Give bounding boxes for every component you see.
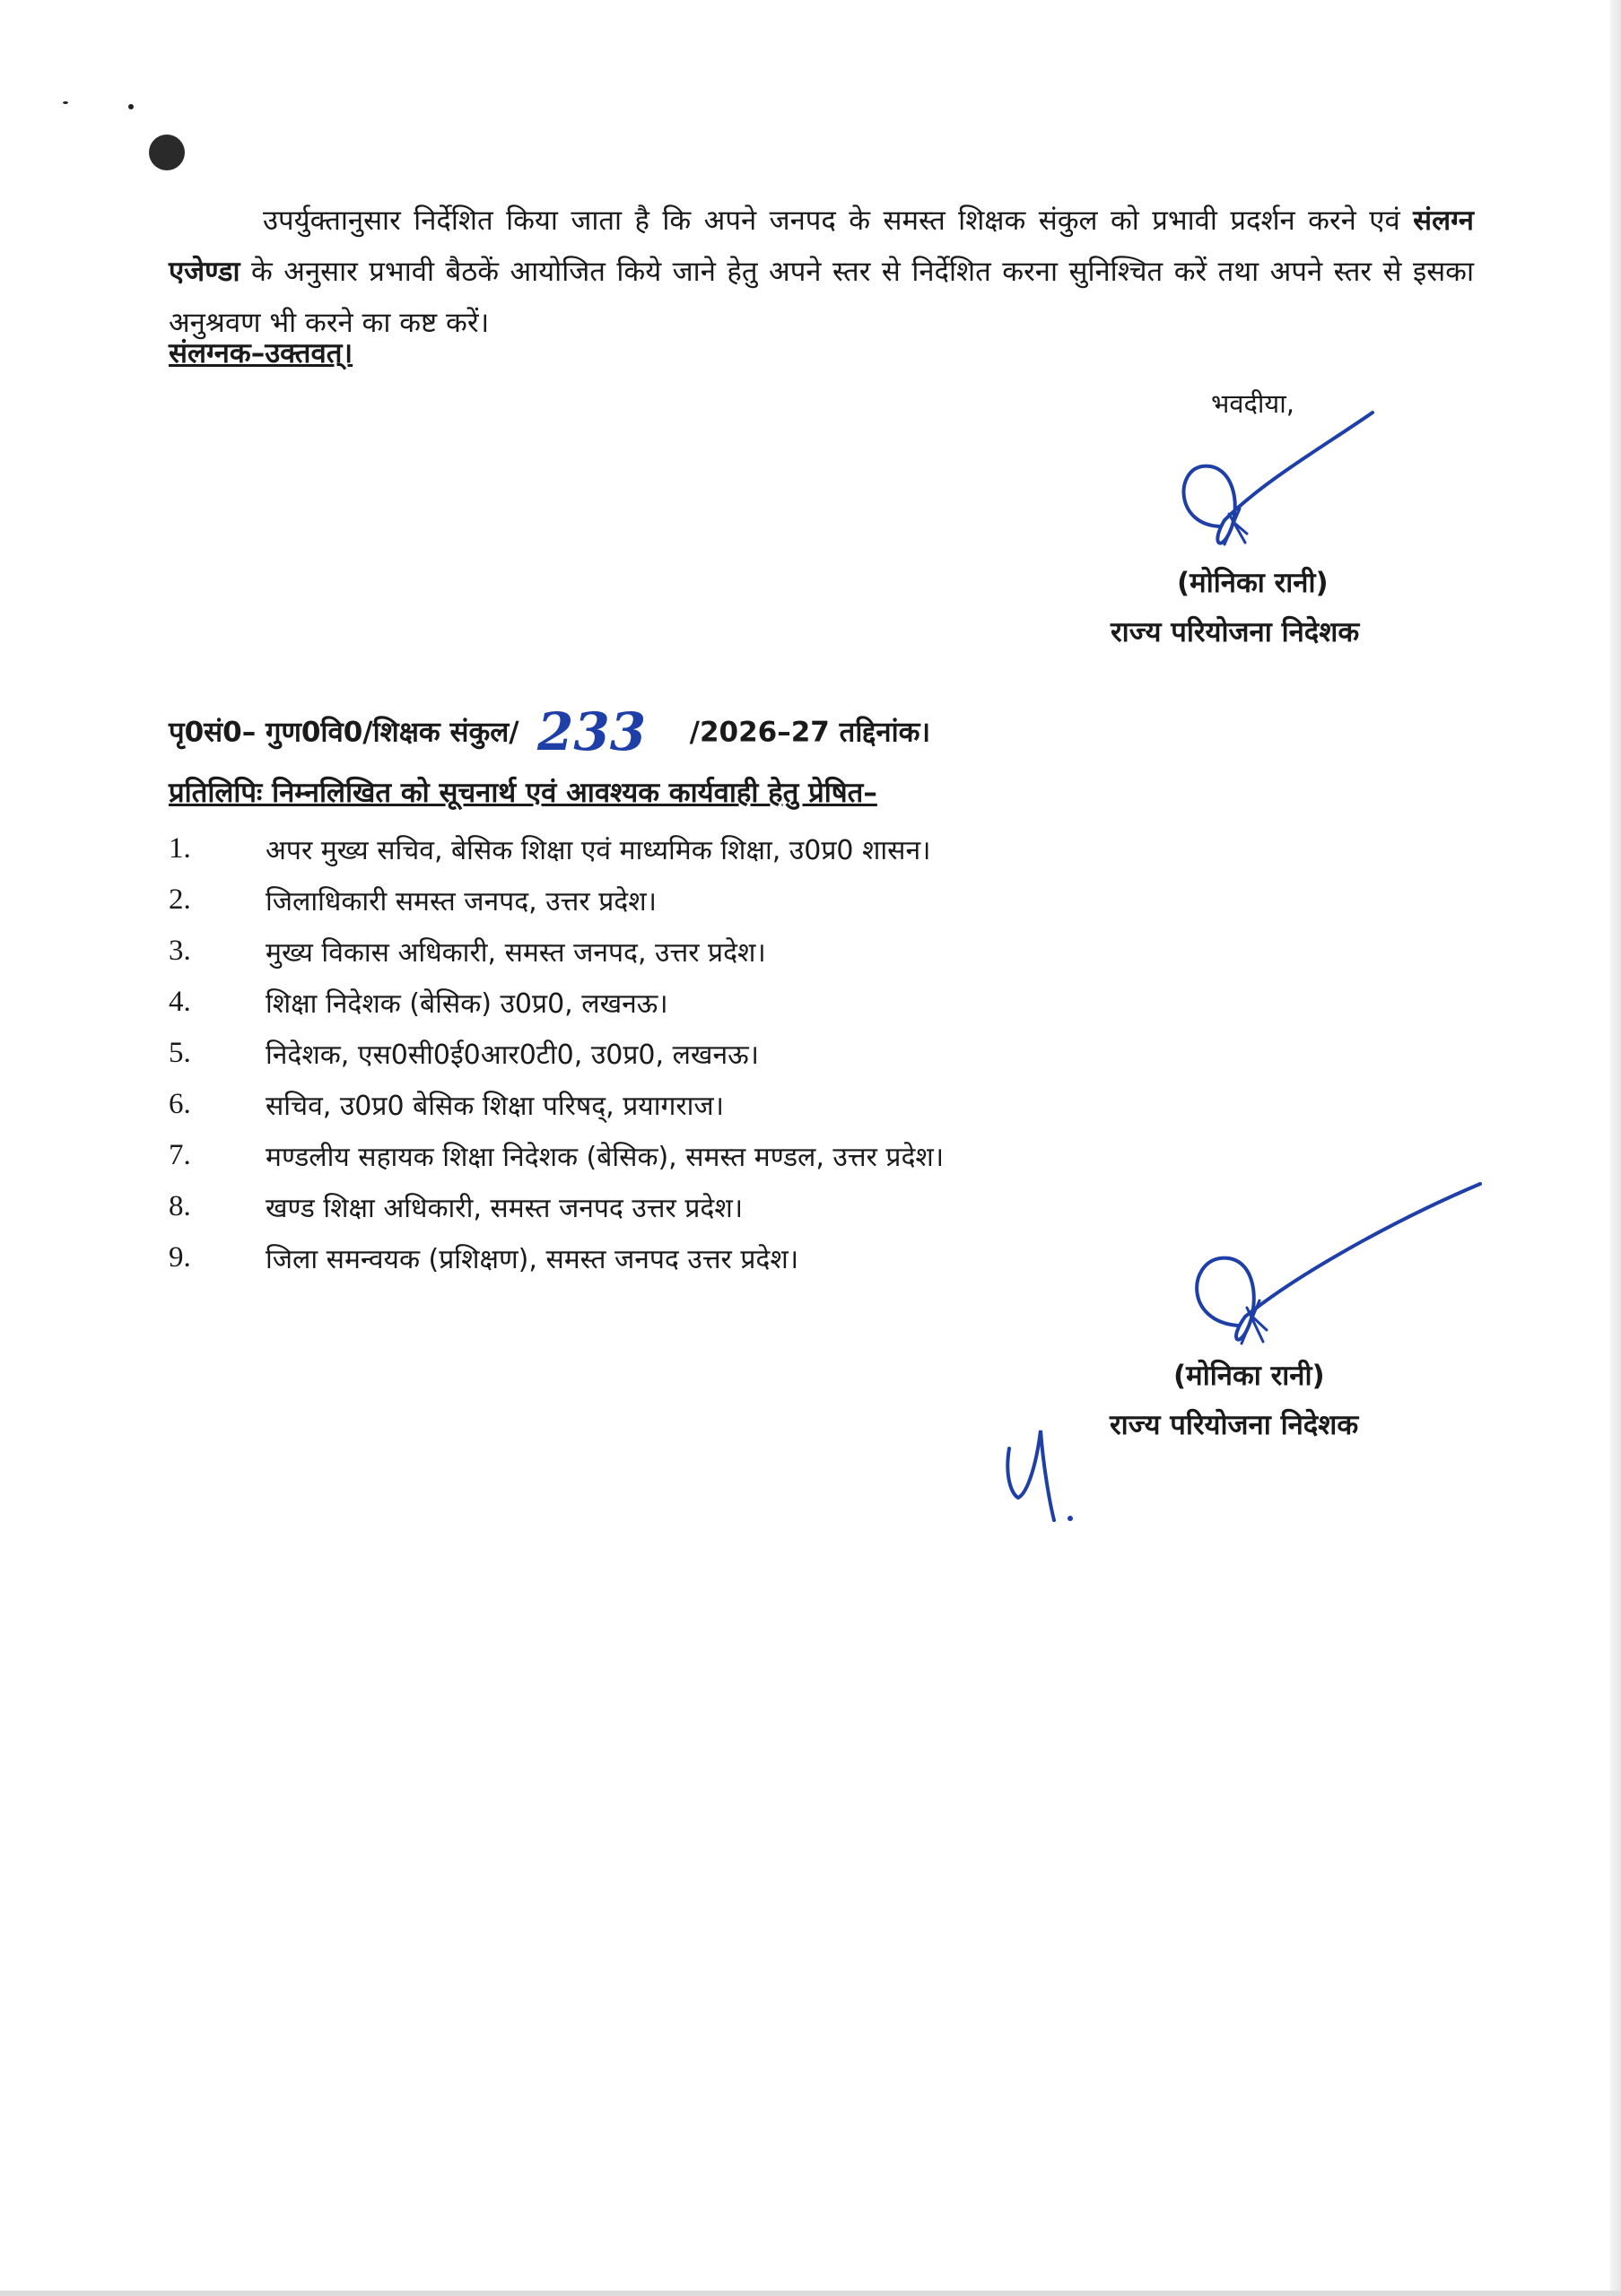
- body-paragraph: [169, 196, 1474, 349]
- list-text: मुख्य विकास अधिकारी, समस्त जनपद, उत्तर प्रदेश।: [266, 937, 766, 969]
- copy-to-heading: प्रतिलिपिः निम्नलिखित को सूचनार्थ एवं आवश्यक कार्यवाही हेतु प्रेषित–: [169, 777, 877, 809]
- list-text: अपर मुख्य सचिव, बेसिक शिक्षा एवं माध्यमिक शिक्षा, उ0प्र0 शासन।: [266, 835, 931, 866]
- handwritten-signature-1: [1157, 408, 1390, 565]
- para-text: के अनुसार प्रभावी बैठकें आयोजित किये जाने हेतु अपने स्तर से निर्देशित करना सुनिश्चित करें तथा अपने स्तर से इसका अनुश्रवण भी करने का कष्ट करें।: [169, 256, 1474, 339]
- list-text: निदेशक, एस0सी0ई0आर0टी0, उ0प्र0, लखनऊ।: [266, 1039, 760, 1071]
- reference-line: [169, 707, 930, 761]
- punch-hole: [149, 135, 185, 170]
- list-item: [169, 926, 1335, 977]
- signatory-designation: राज्य परियोजना निदेशक: [1111, 616, 1360, 648]
- scan-speck: [128, 104, 134, 109]
- list-number: 5.: [169, 1037, 191, 1069]
- list-text: शिक्षा निदेशक (बेसिक) उ0प्र0, लखनऊ।: [266, 988, 668, 1020]
- list-text: मण्डलीय सहायक शिक्षा निदेशक (बेसिक), समस्त मण्डल, उत्तर प्रदेश।: [266, 1142, 945, 1173]
- list-item: [169, 1232, 1335, 1283]
- signatory-name: (मोनिका रानी): [1177, 567, 1329, 599]
- list-number: 8.: [169, 1190, 191, 1222]
- scan-edge: [1610, 0, 1621, 2296]
- enclosure-note: संलग्नक–उक्तवत्।: [169, 337, 353, 370]
- list-item: [169, 1130, 1335, 1181]
- reference-prefix: पृ0सं0– गुण0वि0/शिक्षक संकुल/: [169, 716, 519, 749]
- list-text: सचिव, उ0प्र0 बेसिक शिक्षा परिषद्, प्रयागराज।: [266, 1091, 725, 1122]
- reference-number-handwritten: [519, 707, 690, 761]
- list-item: [169, 977, 1335, 1028]
- list-number: 9.: [169, 1241, 191, 1274]
- copy-to-list: [169, 823, 1335, 1283]
- list-item: [169, 823, 1335, 874]
- signatory-designation: राज्य परियोजना निदेशक: [1110, 1409, 1359, 1441]
- list-item: [169, 1181, 1335, 1232]
- scan-speck: [63, 101, 68, 104]
- list-number: 2.: [169, 883, 191, 916]
- para-bold-text: संलग्न एजेण्डा: [169, 204, 1474, 288]
- list-text: जिलाधिकारी समस्त जनपद, उत्तर प्रदेश।: [266, 886, 657, 918]
- para-text: उपर्युक्तानुसार निर्देशित किया जाता है कि अपने जनपद के समस्त शिक्षक संकुल को प्रभावी प्रदर्शन करने एवं: [263, 204, 1414, 237]
- list-number: 4.: [169, 986, 191, 1018]
- handwritten-initial-mark: [1000, 1413, 1099, 1529]
- handwritten-signature-2: [1166, 1182, 1498, 1361]
- list-number: 3.: [169, 935, 191, 967]
- scan-edge-bottom: [0, 2291, 1621, 2296]
- list-item: [169, 1028, 1335, 1079]
- reference-number: 233: [536, 707, 646, 761]
- list-item: [169, 874, 1335, 926]
- list-number: 1.: [169, 832, 191, 865]
- greeting: भवदीया,: [1211, 388, 1294, 419]
- list-text: जिला समन्वयक (प्रशिक्षण), समस्त जनपद उत्तर प्रदेश।: [266, 1244, 799, 1275]
- list-number: 6.: [169, 1088, 191, 1120]
- reference-suffix: /2026–27 तद्दिनांक।: [689, 716, 931, 749]
- list-item: [169, 1079, 1335, 1130]
- list-text: खण्ड शिक्षा अधिकारी, समस्त जनपद उत्तर प्रदेश।: [266, 1193, 744, 1224]
- list-number: 7.: [169, 1139, 191, 1171]
- signatory-name: (मोनिका रानी): [1173, 1360, 1325, 1392]
